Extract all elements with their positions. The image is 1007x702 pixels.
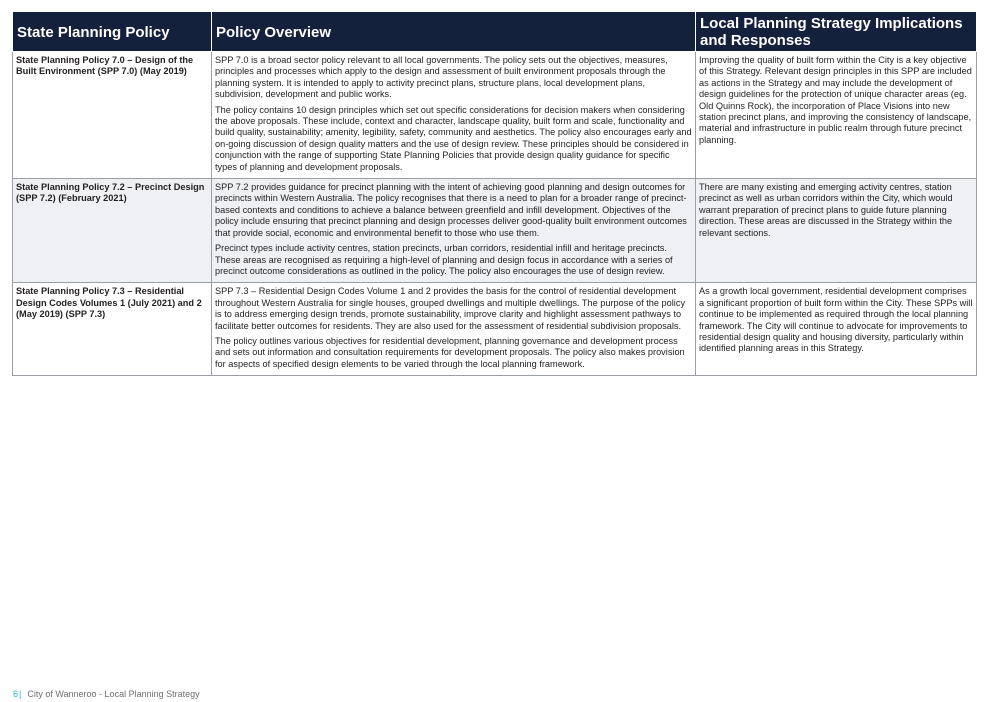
column-header-implications: Local Planning Strategy Implications and Responses bbox=[696, 12, 977, 52]
footer-separator: | bbox=[19, 689, 22, 699]
overview-paragraph: SPP 7.0 is a broad sector policy relevant to all local governments. The policy sets out the objectives, measures, principles and processes which apply to the design and assessment of built environment proposals through the planning system. It is intended to apply to activity precinct plans, structure plans, local development plans, subdivision, development and public works. bbox=[215, 55, 668, 100]
policy-overview bbox=[212, 52, 696, 179]
table-row bbox=[13, 179, 977, 283]
overview-paragraph: Precinct types include activity centres, station precincts, urban corridors, residential infill and heritage precincts. These areas are recognised as requiring a high-level of planning and design focus in accordance with a series of precinct outcome considerations as outlined in the policy. The policy also encourages the use of design review. bbox=[215, 243, 673, 276]
footer-document-title: City of Wanneroo - Local Planning Strategy bbox=[27, 689, 200, 699]
policy-name: State Planning Policy 7.0 – Design of the Built Environment (SPP 7.0) (May 2019) bbox=[13, 52, 212, 179]
overview-paragraph: The policy outlines various objectives for residential development, planning governance and development process and sets out information and consultation requirements for development proposals. The policy also makes provision for aspects of specified design elements to be varied through the local planning framework. bbox=[215, 335, 685, 369]
strategy-response: Improving the quality of built form within the City is a key objective of this Strategy. Relevant design principles in this SPP are included as actions in the Strategy and may include the development of design guidelines for the protection of unique character areas (eg. Old Quinns Rock), the incorporation of Place Visions into new station precinct plans, and improving the consistency of landscape, material and infrastructure in public realm through future precinct planning. bbox=[696, 52, 977, 179]
policy-overview bbox=[212, 283, 696, 376]
state-planning-policy-table bbox=[12, 11, 977, 376]
table-header-row bbox=[13, 12, 977, 52]
column-header-overview: Policy Overview bbox=[212, 12, 696, 52]
page-number: 6 bbox=[13, 689, 19, 699]
page-footer bbox=[13, 689, 200, 699]
strategy-response: As a growth local government, residential development comprises a significant proportion of built form within the City. These SPPs will continue to be implemented as required through the local planning framework. The City will continue to advocate for improvements to residential design quality and housing diversity, particularly within identified planning areas in this Strategy. bbox=[696, 283, 977, 376]
policy-overview bbox=[212, 179, 696, 283]
overview-paragraph: SPP 7.2 provides guidance for precinct planning with the intent of achieving good planning and design outcomes for precincts within Western Australia. The policy recognises that there is a need to plan for a broader range of precinct-based contexts and conditions to achieve a balance between greenfield and infill development. Objectives of the policy include ensuring that precinct planning and design processes deliver good-quality built environment outcomes that provide social, economic and environmental benefit to those who use them. bbox=[215, 182, 687, 238]
strategy-response: There are many existing and emerging activity centres, station precinct as well as urban corridors within the City, which would warrant preparation of precinct plans to guide future planning direction. These areas are discussed in the Strategy within the relevant sections. bbox=[696, 179, 977, 283]
overview-paragraph: SPP 7.3 – Residential Design Codes Volume 1 and 2 provides the basis for the control of residential development throughout Western Australia for single houses, grouped dwellings and multiple dwellings. The purpose of the policy is to address emerging design trends, promote sustainability, improve clarity and highlight assessment pathways to facilitate better outcomes for residents. They are also used for the assessment of residential subdivision proposals. bbox=[215, 286, 686, 331]
table-row bbox=[13, 52, 977, 179]
column-header-policy: State Planning Policy bbox=[13, 12, 212, 52]
policy-name: State Planning Policy 7.2 – Precinct Design (SPP 7.2) (February 2021) bbox=[13, 179, 212, 283]
table-row bbox=[13, 283, 977, 376]
policy-name: State Planning Policy 7.3 – Residential Design Codes Volumes 1 (July 2021) and 2 (May 2019) (SPP 7.3) bbox=[13, 283, 212, 376]
overview-paragraph: The policy contains 10 design principles which set out specific considerations for decision makers when considering the above proposals. These include, context and character, landscape quality, built form and scale, functionality and build quality, sustainability; amenity, legibility, safety, community and aesthetics. The policy also encourages early and on-going discussion of design quality matters and the use of design review. These principles should be considered in conjunction with the range of supporting State Planning Policies that provide design quality guidance for specific types of planning and development proposals. bbox=[215, 104, 692, 172]
